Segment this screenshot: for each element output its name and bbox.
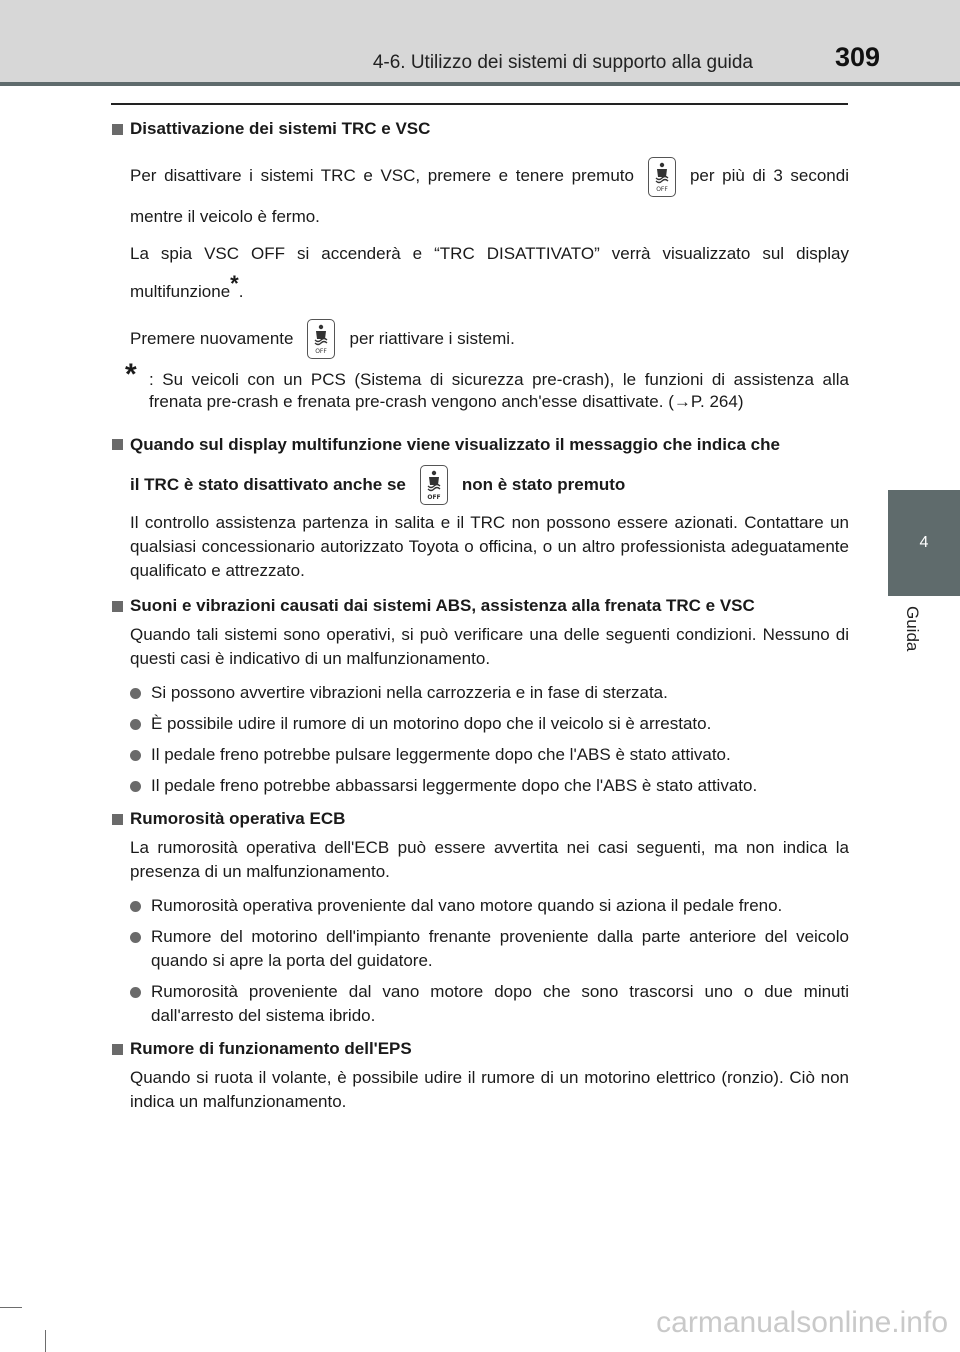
square-bullet-icon [112, 439, 123, 450]
chapter-label: Guida [903, 606, 922, 652]
round-bullet-icon [130, 901, 141, 912]
list-item: Rumore del motorino dell'impianto frenante proveniente dalla parte anteriore del veicolo quando si apre la porta del guidatore. [111, 925, 849, 973]
paragraph: La rumorosità operativa dell'ECB può essere avvertita nei casi seguenti, ma non indica la presenza di un malfunzionamento. [130, 838, 849, 882]
round-bullet-icon [130, 688, 141, 699]
round-bullet-icon [130, 719, 141, 730]
section-title: 4-6. Utilizzo dei sistemi di supporto alla guida [372, 52, 753, 73]
square-bullet-icon [112, 814, 123, 825]
round-bullet-icon [130, 781, 141, 792]
list-item: Rumorosità operativa proveniente dal vano motore quando si aziona il pedale freno. [111, 894, 849, 918]
round-bullet-icon [130, 932, 141, 943]
page-content [111, 116, 849, 1114]
round-bullet-icon [130, 750, 141, 761]
paragraph: Per disattivare i sistemi TRC e VSC, premere e tenere premuto OFF per più di 3 secondi mentre il veicolo è fermo. [111, 156, 849, 237]
vsc-off-switch-icon [420, 465, 448, 505]
round-bullet-icon [130, 987, 141, 998]
crop-mark [0, 1307, 22, 1308]
paragraph: Il controllo assistenza partenza in salita e il TRC non possono essere azionati. Contattare un qualsiasi concessionario autorizzato Toyota o officina, o un altro professionista adeguatamente qualificato e attrezzato. [130, 513, 849, 581]
list-item: Rumorosità proveniente dal vano motore dopo che sono trascorsi uno o due minuti dall'arresto del sistema ibrido. [111, 980, 849, 1028]
footnote: * : Su veicoli con un PCS (Sistema di sicurezza pre-crash), le funzioni di assistenza alla frenata pre-crash e frenata pre-crash vengono anch'esse disattivate. (→P. 264) [125, 357, 849, 411]
svg-text:OFF: OFF [315, 348, 328, 355]
paragraph: La spia VSC OFF si accenderà e “TRC DISATTIVATO” verrà visualizzato sul display multifunzione*. [130, 243, 849, 301]
list-item: Il pedale freno potrebbe abbassarsi leggermente dopo che l'ABS è stato attivato. [111, 774, 849, 798]
crop-mark [45, 1330, 46, 1352]
header-divider [0, 82, 960, 86]
section-heading: Rumorosità operativa ECB [111, 806, 849, 832]
chapter-tab [888, 490, 960, 596]
square-bullet-icon [112, 601, 123, 612]
square-bullet-icon [112, 1044, 123, 1055]
section-heading: Rumore di funzionamento dell'EPS [111, 1036, 849, 1062]
section-heading: Suoni e vibrazioni causati dai sistemi ABS, assistenza alla frenata TRC e VSC [111, 593, 849, 619]
paragraph: Quando tali sistemi sono operativi, si può verificare una delle seguenti condizioni. Nessuno di questi casi è indicativo di un malfunzionamento. [130, 625, 849, 669]
content-rule [111, 103, 848, 105]
list-item: Il pedale freno potrebbe pulsare leggermente dopo che l'ABS è stato attivato. [111, 743, 849, 767]
list-item: È possibile udire il rumore di un motorino dopo che il veicolo si è arrestato. [111, 712, 849, 736]
section-heading: Quando sul display multifunzione viene visualizzato il messaggio che indica che il TRC è stato disattivato anche se OFF non è stato premuto [111, 425, 849, 506]
svg-text:OFF: OFF [656, 185, 668, 192]
square-bullet-icon [112, 124, 123, 135]
vsc-off-switch-icon [648, 157, 676, 197]
section-heading: Disattivazione dei sistemi TRC e VSC [111, 116, 849, 142]
chapter-number: 4 [919, 534, 929, 551]
paragraph: Premere nuovamente OFF per riattivare i sistemi. [111, 317, 849, 361]
page-number: 309 [834, 42, 880, 72]
paragraph: Quando si ruota il volante, è possibile udire il rumore di un motorino elettrico (ronzio). Ciò non indica un malfunzionamento. [130, 1068, 849, 1112]
list-item: Si possono avvertire vibrazioni nella carrozzeria e in fase di sterzata. [111, 681, 849, 705]
vsc-off-switch-icon [307, 319, 335, 359]
watermark: carmanualsonline.info [656, 1306, 948, 1339]
svg-text:OFF: OFF [427, 494, 441, 501]
